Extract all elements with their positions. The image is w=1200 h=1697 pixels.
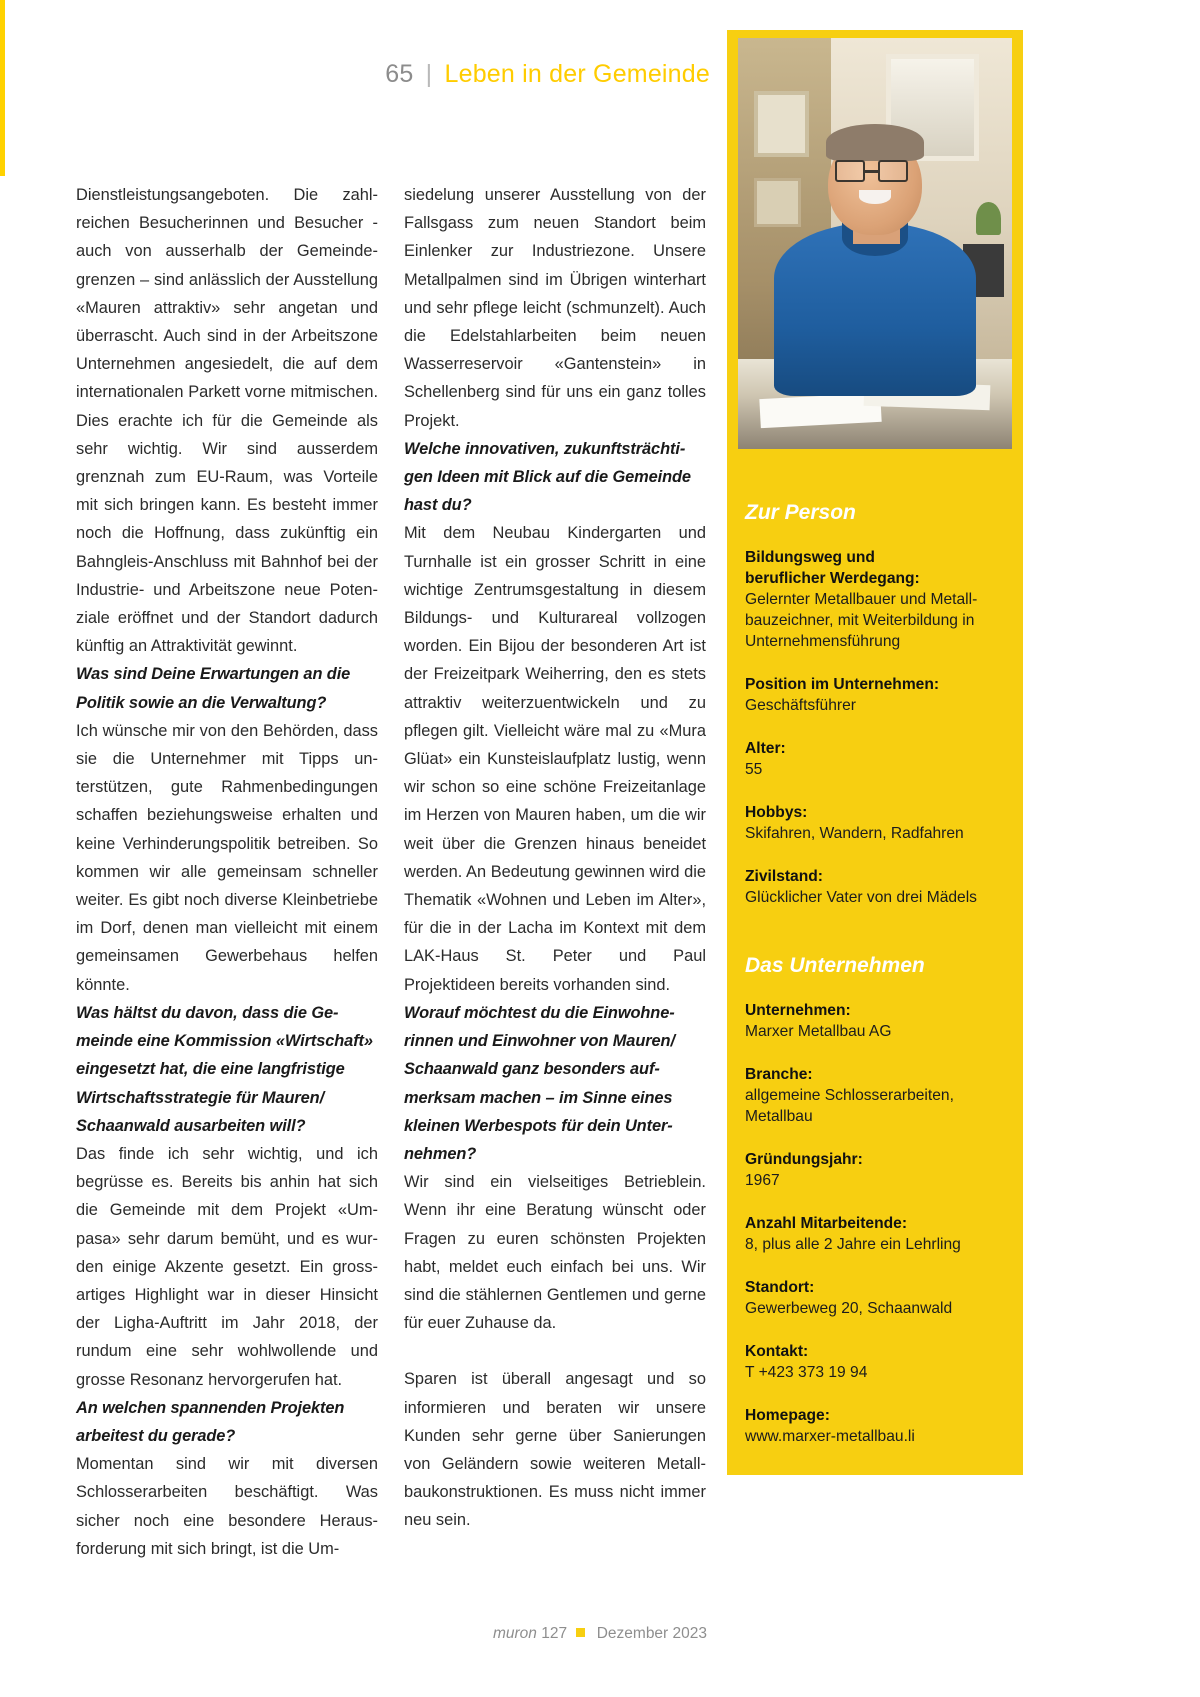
- sidebar-entry-value: T +423 373 19 94: [745, 1364, 868, 1381]
- sidebar-entry-value: 8, plus alle 2 Jahre ein Lehrling: [745, 1236, 961, 1253]
- eyeglasses-icon: [878, 160, 908, 182]
- sidebar-heading-person: Zur Person: [745, 501, 856, 524]
- sidebar-entry-label: Alter:: [745, 740, 786, 757]
- eyeglasses-icon: [835, 160, 865, 182]
- body-paragraph: Dienstleistungsangeboten. Die zahlreichen Besucherinnen und Besucher - auch von ausserhalb der Gemeindegrenzen – sind anlässlich der Ausstellung «Mauren attraktiv» sehr angetan und überrascht. Auch sind in der Arbeitszone Unternehmen angesiedelt, die auf dem internationalen Parkett vorne mitmischen. Dies erachte ich für die Gemeinde als sehr wichtig. Wir sind ausserdem grenznah zum EU-Raum, was Vorteile mit sich bringen kann. Es besteht immer noch die Hoffnung, dass zukünftig ein Bahngleis-Anschluss mit Bahnhof bei der Industrie- und Arbeitszone neue Potenziale eröffnet und der Standort dadurch künftig an Attraktivität gewinnt.: [76, 186, 378, 656]
- body-column-left: [76, 181, 378, 1563]
- info-sidebar: [727, 30, 1023, 1475]
- sidebar-content: [727, 501, 1023, 1447]
- body-column-right: [404, 181, 706, 1535]
- running-head-separator: |: [425, 60, 433, 88]
- sidebar-entry: [745, 1149, 999, 1191]
- picture-frame-icon: [754, 178, 801, 227]
- sidebar-entry-label: Position im Unternehmen:: [745, 676, 940, 693]
- picture-frame-icon: [754, 91, 809, 157]
- issue-number: 127: [541, 1625, 568, 1642]
- company-entry-list: [745, 1000, 999, 1447]
- sidebar-entry: [745, 1341, 999, 1383]
- sidebar-entry-value: 55: [745, 761, 763, 778]
- sidebar-entry: [745, 1277, 999, 1319]
- sidebar-entry-value: 1967: [745, 1172, 780, 1189]
- sidebar-entry-value: allgemeine Schlosserarbeiten, Metallbau: [745, 1087, 954, 1125]
- sidebar-entry-label: Branche:: [745, 1066, 813, 1083]
- sidebar-entry-label: Zivilstand:: [745, 868, 823, 885]
- body-paragraph: Das finde ich sehr wichtig, und ich begrüsse es. Bereits bis anhin hat sich die Gemeinde mit dem Projekt «Umpasa» sehr darum bemüht, und es wurden einige Akzente gesetzt. Ein grossartiges Highlight war in dieser Hinsicht der Ligha-Auftritt im Jahr 2018, der rundum eine sehr wohlwollende und grosse Resonanz hervorgerufen hat.: [76, 1144, 378, 1389]
- interview-question: An welchen spannenden Projekten arbeitest du gerade?: [76, 1398, 345, 1445]
- issue-date: Dezember 2023: [596, 1625, 708, 1642]
- sidebar-entry-label: Unternehmen:: [745, 1002, 851, 1019]
- sidebar-entry-value: Gelernter Metallbauer und Metall- bauzeichner, mit Weiterbildung in Unternehmensführung: [745, 591, 978, 650]
- sidebar-entry: [745, 1213, 999, 1255]
- sidebar-entry: [745, 1405, 999, 1447]
- interview-question: Was sind Deine Erwartungen an die Politik sowie an die Verwaltung?: [76, 665, 351, 712]
- person-entry-list: [745, 547, 999, 908]
- plant-icon: [976, 202, 1001, 235]
- sidebar-entry: [745, 674, 999, 716]
- body-paragraph: Mit dem Neubau Kindergarten und Turnhalle ist ein grosser Schritt in eine wichtige Zentrumsgestaltung in diesem Bildungs- und Kulturareal vollzogen worden. Ein Bijou der besonderen Art ist der Freizeitpark Weiherring, den es stets attraktiv weiterzuentwickeln und zu pflegen gilt. Vielleicht wäre mal zu «Mura Glüat» ein Kunsteislaufplatz lustig, wenn wir schon so eine schöne Freizeitanlage im Herzen von Mauren haben, um die wir weit über die Grenzen hinaus beneidet werden. An Bedeutung gewinnen wird die Thematik «Wohnen und Leben im Alter», für die in der Lacha im Kontext mit dem LAK-Haus St. Peter und Paul Projektideen bereits vorhanden sind.: [404, 524, 706, 994]
- sidebar-entry-value: Geschäftsführer: [745, 697, 856, 714]
- sidebar-entry-label: Anzahl Mitarbeitende:: [745, 1215, 908, 1232]
- body-paragraph: Momentan sind wir mit diversen Schlosserarbeiten beschäftigt. Was sicher noch eine besondere Herausforderung mit sich bringt, ist die Um-: [76, 1455, 378, 1558]
- body-paragraph: Wir sind ein vielseitiges Betrieblein. Wenn ihr eine Beratung wünscht oder Fragen zu euren schönsten Projekten habt, meldet euch einfach bei uns. Wir sind die stählernen Gentlemen und gerne für euer Zuhause da.: [404, 1173, 706, 1333]
- sidebar-entry-label: Standort:: [745, 1279, 815, 1296]
- sidebar-entry: [745, 738, 999, 780]
- body-paragraph: Ich wünsche mir von den Behörden, dass sie die Unternehmer mit Tipps unterstützen, gute Rahmenbedingungen schaffen beziehungsweise erhalten und keine Verhinderungspolitik betreiben. So kommen wir alle gemeinsam schneller weiter. Es gibt noch diverse Kleinbetriebe im Dorf, denen man vielleicht mit einem gemeinsamen Gewerbehaus helfen könnte.: [76, 721, 378, 994]
- sidebar-entry: [745, 1064, 999, 1127]
- sidebar-entry: [745, 1000, 999, 1042]
- interview-question: Worauf möchtest du die Einwohnerinnen und Einwohner von Mauren/ Schaanwald ganz besonders aufmerksam machen – im Sinne eines kleinen Werbespots für dein Unternehmen?: [404, 1003, 675, 1163]
- sidebar-entry-value: Skifahren, Wandern, Radfahren: [745, 825, 964, 842]
- sidebar-entry-label: Hobbys:: [745, 804, 808, 821]
- sidebar-entry-value: Glücklicher Vater von drei Mädels: [745, 889, 977, 906]
- section-title: Leben in der Gemeinde: [444, 60, 710, 88]
- sidebar-entry-value: www.marxer-metallbau.li: [745, 1428, 915, 1445]
- page-number: 65: [385, 60, 414, 88]
- sidebar-heading-company: Das Unternehmen: [745, 954, 925, 977]
- sidebar-entry: [745, 547, 999, 652]
- sidebar-entry: [745, 802, 999, 844]
- interview-question: Welche innovativen, zukunftsträchtigen Ideen mit Blick auf die Gemeinde hast du?: [404, 439, 691, 515]
- body-paragraph: siedelung unserer Ausstellung von der Fallsgass zum neuen Standort beim Einlenker zur Industriezone. Unsere Metallpalmen sind im Übrigen winterhart und sehr pflege leicht (schmunzelt). Auch die Edelstahlarbeiten beim neuen Wasserreservoir «Gantenstein» in Schellenberg sind für uns ein ganz tolles Projekt.: [404, 186, 706, 430]
- sidebar-entry-value: Marxer Metallbau AG: [745, 1023, 892, 1040]
- sidebar-entry-label: Gründungsjahr:: [745, 1151, 863, 1168]
- sidebar-entry-label: Bildungsweg und beruflicher Werdegang:: [745, 549, 920, 587]
- sidebar-entry-label: Homepage:: [745, 1407, 830, 1424]
- interview-question: Was hältst du davon, dass die Gemeinde eine Kommission «Wirtschaft» eingesetzt hat, die eine langfristige Wirtschaftsstrategie für Mauren/ Schaanwald ausarbeiten will?: [76, 1003, 373, 1135]
- publication-name: muron: [492, 1625, 537, 1642]
- footer-square-icon: [576, 1628, 585, 1637]
- running-head: [0, 60, 710, 89]
- sidebar-entry-value: Gewerbeweg 20, Schaanwald: [745, 1300, 953, 1317]
- interviewee-photo: [738, 38, 1012, 449]
- page-footer: [0, 1625, 1200, 1643]
- sidebar-entry: [745, 866, 999, 908]
- sidebar-entry-label: Kontakt:: [745, 1343, 809, 1360]
- body-paragraph: Sparen ist überall angesagt und so informieren und beraten wir unsere Kunden sehr gerne über Sanierungen von Geländern sowie weiteren Metallbaukonstruktionen. Es muss nicht immer neu sein.: [404, 1370, 706, 1530]
